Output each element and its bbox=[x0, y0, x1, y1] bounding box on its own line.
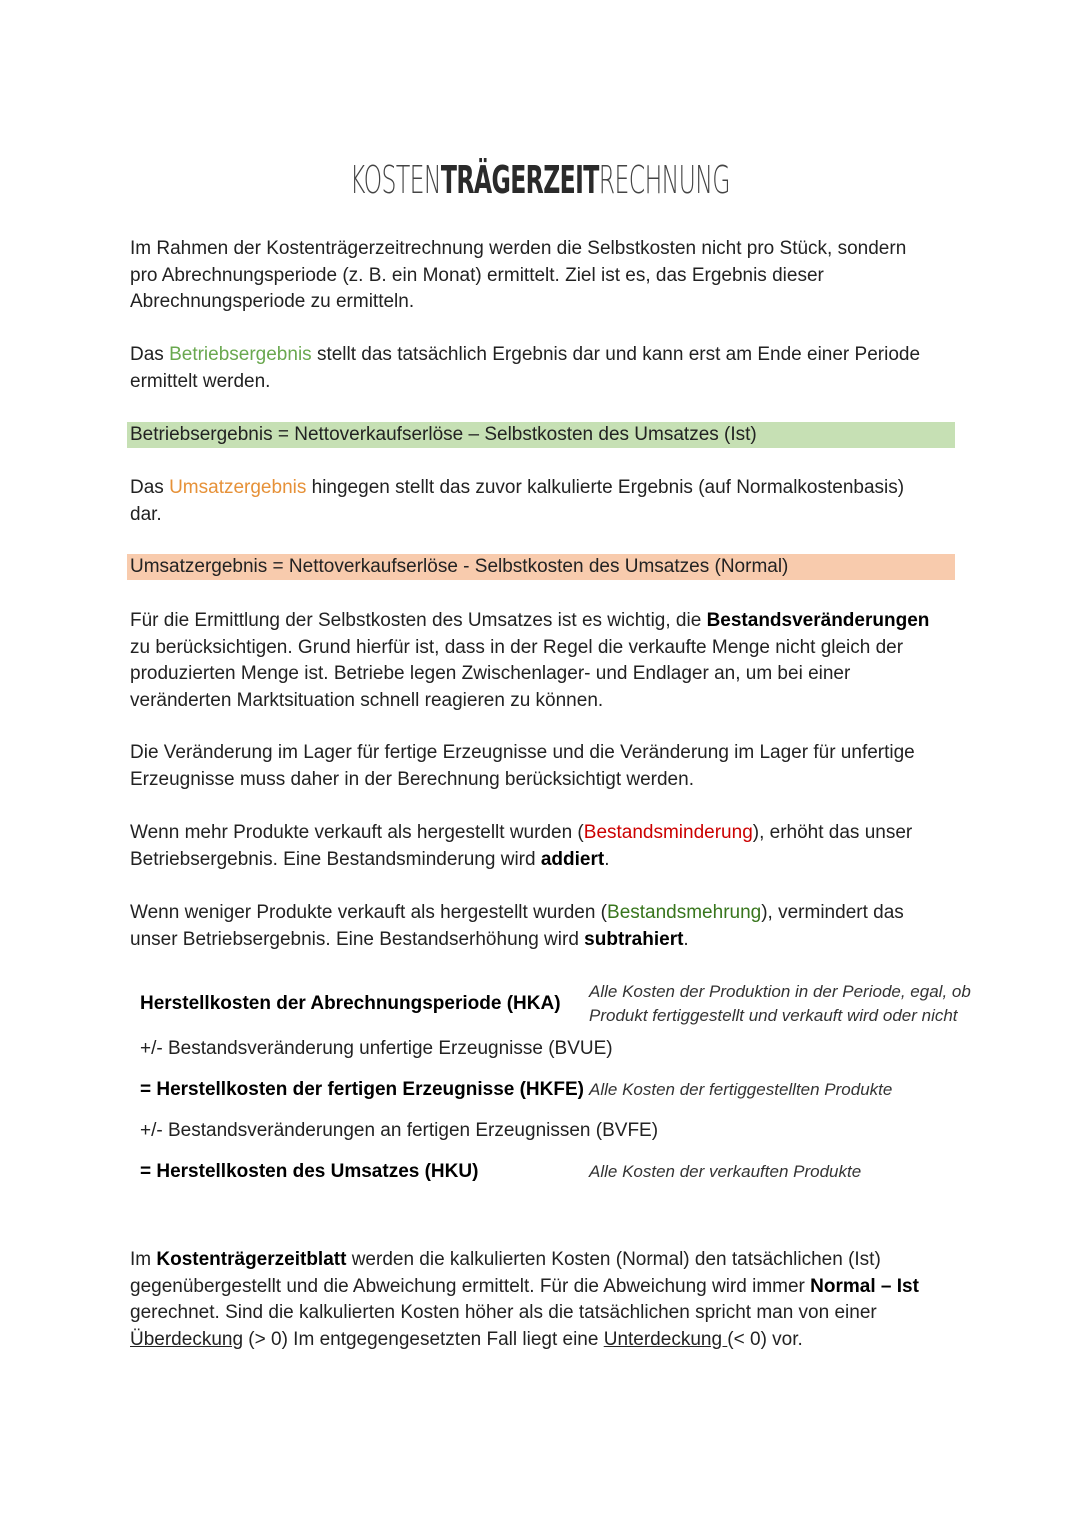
scheme-note-hka: Alle Kosten der Produktion in der Periode, egal, ob Produkt fertiggestellt und verkauft wird oder nicht bbox=[589, 982, 971, 1025]
page-title: KOSTENTRÄGERZEITRECHNUNG bbox=[350, 158, 730, 202]
bestandsmehrung-paragraph: Wenn weniger Produkte verkauft als hergestellt wurden (Bestandsmehrung), vermindert das unser Betriebsergebnis. Eine Bestandserhöhung wird subtrahiert. bbox=[130, 902, 904, 950]
formula-betriebsergebnis: Betriebsergebnis = Nettoverkaufserlöse – Selbstkosten des Umsatzes (Ist) bbox=[127, 422, 955, 448]
term-unterdeckung: Unterdeckung bbox=[603, 1328, 728, 1350]
term-umsatzergebnis: Umsatzergebnis bbox=[169, 477, 307, 498]
scheme-row-hka: Herstellkosten der Abrechnungsperiode (HKA) bbox=[140, 993, 561, 1014]
scheme-row-bvfe: +/- Bestandsveränderungen an fertigen Erzeugnissen (BVFE) bbox=[140, 1120, 659, 1141]
lager-paragraph: Die Veränderung im Lager für fertige Erzeugnisse und die Veränderung im Lager für unfertige Erzeugnisse muss daher in der Berechnung berücksichtigt werden. bbox=[130, 742, 915, 790]
term-betriebsergebnis: Betriebsergebnis bbox=[169, 344, 312, 365]
umsatzergebnis-paragraph: Das Umsatzergebnis hingegen stellt das zuvor kalkulierte Ergebnis (auf Normalkostenbasis) dar. bbox=[130, 477, 905, 525]
bestand-paragraph: Für die Ermittlung der Selbstkosten des Umsatzes ist es wichtig, die Bestandsveränderungen zu berücksichtigen. Grund hierfür ist, dass in der Regel die verkaufte Menge nicht gleich der produzierten Menge ist. Betriebe legen Zwischenlager- und Endlager an, um bei einer veränderten Marktsituation schnell reagieren zu können. bbox=[130, 610, 930, 711]
formula-umsatzergebnis: Umsatzergebnis = Nettoverkaufserlöse - Selbstkosten des Umsatzes (Normal) bbox=[127, 554, 955, 580]
term-ueberdeckung: Überdeckung bbox=[130, 1328, 244, 1350]
scheme-row-hku: = Herstellkosten des Umsatzes (HKU) bbox=[140, 1161, 479, 1182]
intro-paragraph: Im Rahmen der Kostenträgerzeitrechnung werden die Selbstkosten nicht pro Stück, sondern pro Abrechnungsperiode (z. B. ein Monat) ermittelt. Ziel ist es, das Ergebnis dieser Abrechnungsperiode zu ermitteln. bbox=[130, 238, 907, 312]
bestandsminderung-paragraph: Wenn mehr Produkte verkauft als hergestellt wurden (Bestandsminderung), erhöht das unser Betriebsergebnis. Eine Bestandsminderung wird addiert. bbox=[130, 822, 913, 870]
betriebsergebnis-paragraph: Das Betriebsergebnis stellt das tatsächlich Ergebnis dar und kann erst am Ende einer Periode ermittelt werden. bbox=[130, 344, 921, 392]
scheme-note-hkfe: Alle Kosten der fertiggestellten Produkte bbox=[589, 1080, 893, 1099]
term-bestandsminderung: Bestandsminderung bbox=[583, 822, 753, 843]
scheme-note-hku: Alle Kosten der verkauften Produkte bbox=[589, 1162, 862, 1181]
kostentraegerzeitblatt-paragraph: Im Kostenträgerzeitblatt werden die kalkulierten Kosten (Normal) den tatsächlichen (Ist) gegenübergestellt und die Abweichung ermittelt. Für die Abweichung wird immer Normal – Ist gerechnet. Sind die kalkulierten Kosten höher als die tatsächlichen spricht man von einer Überdeckung (> 0) Im entgegengesetzten Fall liegt eine Unterdeckung (< 0) vor. bbox=[130, 1249, 919, 1350]
scheme-row-hkfe: = Herstellkosten der fertigen Erzeugnisse (HKFE) bbox=[140, 1079, 584, 1100]
term-bestandsmehrung: Bestandsmehrung bbox=[607, 902, 762, 923]
scheme-row-bvue: +/- Bestandsveränderung unfertige Erzeugnisse (BVUE) bbox=[140, 1038, 613, 1059]
